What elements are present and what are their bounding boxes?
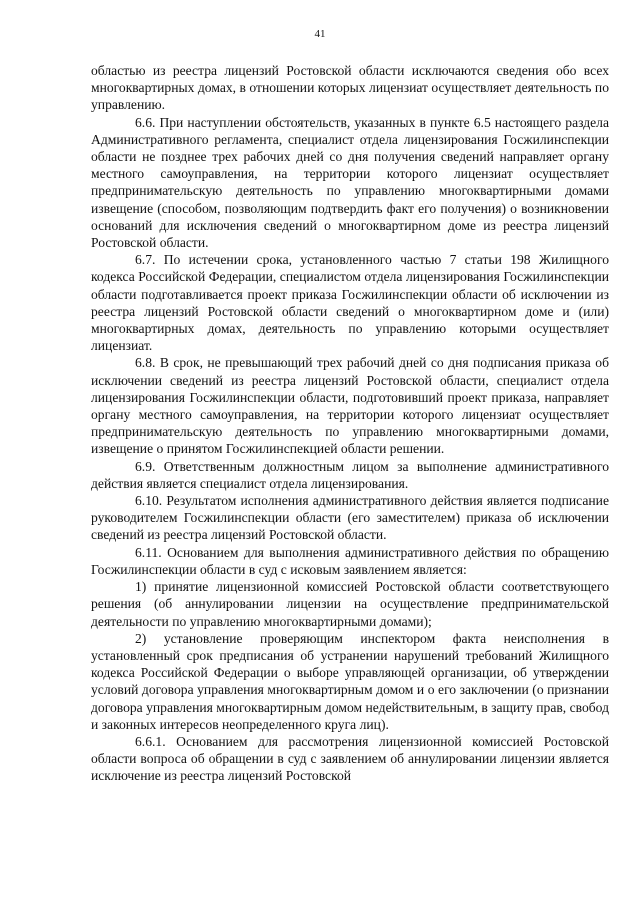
paragraph-6-10: 6.10. Результатом исполнения административного действия является подписание руководителем Госжилинспекции области (его заместителем) приказа об исключении сведений из реестра лицензий Ростовской области. xyxy=(91,493,609,543)
paragraph-6-11: 6.11. Основанием для выполнения административного действия по обращению Госжилинспекции области в суд с исковым заявлением является: xyxy=(91,544,609,577)
paragraph-6-8: 6.8. В срок, не превышающий трех рабочий дней со дня подписания приказа об исключении сведений из реестра лицензий Ростовской области, специалист отдела лицензирования Госжилинспекции области, подготовивший проект приказа, направляет органу местного самоуправления, на территории которого лицензиат осуществляет предпринимательскую деятельность по управлению многоквартирными домами, извещение о принятом Госжилинспекцией области решении. xyxy=(91,355,609,457)
paragraph-6-9: 6.9. Ответственным должностным лицом за выполнение административного действия является специалист отдела лицензирования. xyxy=(91,458,609,491)
paragraph-continuation: областью из реестра лицензий Ростовской области исключаются сведения обо всех многоквартирных домах, в отношении которых лицензиат осуществляет деятельность по управлению. xyxy=(91,63,609,113)
list-item-2: 2) установление проверяющим инспектором факта неисполнения в установленный срок предписания об устранении нарушений требований Жилищного кодекса Российской Федерации о выборе управляющей организации, об утверждении условий договора управления многоквартирным домом и о его заключении (о признании договора управления многоквартирным домом недействительным, в защиту прав, свобод и законных интересов неопределенного круга лиц). xyxy=(91,630,609,732)
list-item-1: 1) принятие лицензионной комиссией Ростовской области соответствующего решения (об аннулировании лицензии на осуществление предпринимательской деятельности по управлению многоквартирными домами); xyxy=(91,579,609,629)
page-number: 41 xyxy=(314,28,326,40)
document-body xyxy=(91,62,609,785)
paragraph-6-6-1: 6.6.1. Основанием для рассмотрения лицензионной комиссией Ростовской области вопроса об обращении в суд с заявлением об аннулировании лицензии является исключение из реестра лицензий Ростовской xyxy=(91,733,609,784)
paragraph-6-7: 6.7. По истечении срока, установленного частью 7 статьи 198 Жилищного кодекса Российской Федерации, специалистом отдела лицензирования Госжилинспекции области подготавливается проект приказа Госжилинспекции области об исключении из реестра лицензий Ростовской области сведений о многоквартирном доме и (или) многоквартирных домах, деятельность по управлению которыми осуществляет лицензиат. xyxy=(91,252,609,354)
paragraph-6-6: 6.6. При наступлении обстоятельств, указанных в пункте 6.5 настоящего раздела Административного регламента, специалист отдела лицензирования Госжилинспекции области не позднее трех рабочих дней со дня получения сведений направляет органу местного самоуправления, на территории которого лицензиат осуществляет предпринимательскую деятельность по управлению многоквартирными домами извещение (способом, позволяющим подтвердить факт его получения) о возникновении оснований для исключения сведений о многоквартирном доме из реестра лицензий Ростовской области. xyxy=(91,114,609,251)
